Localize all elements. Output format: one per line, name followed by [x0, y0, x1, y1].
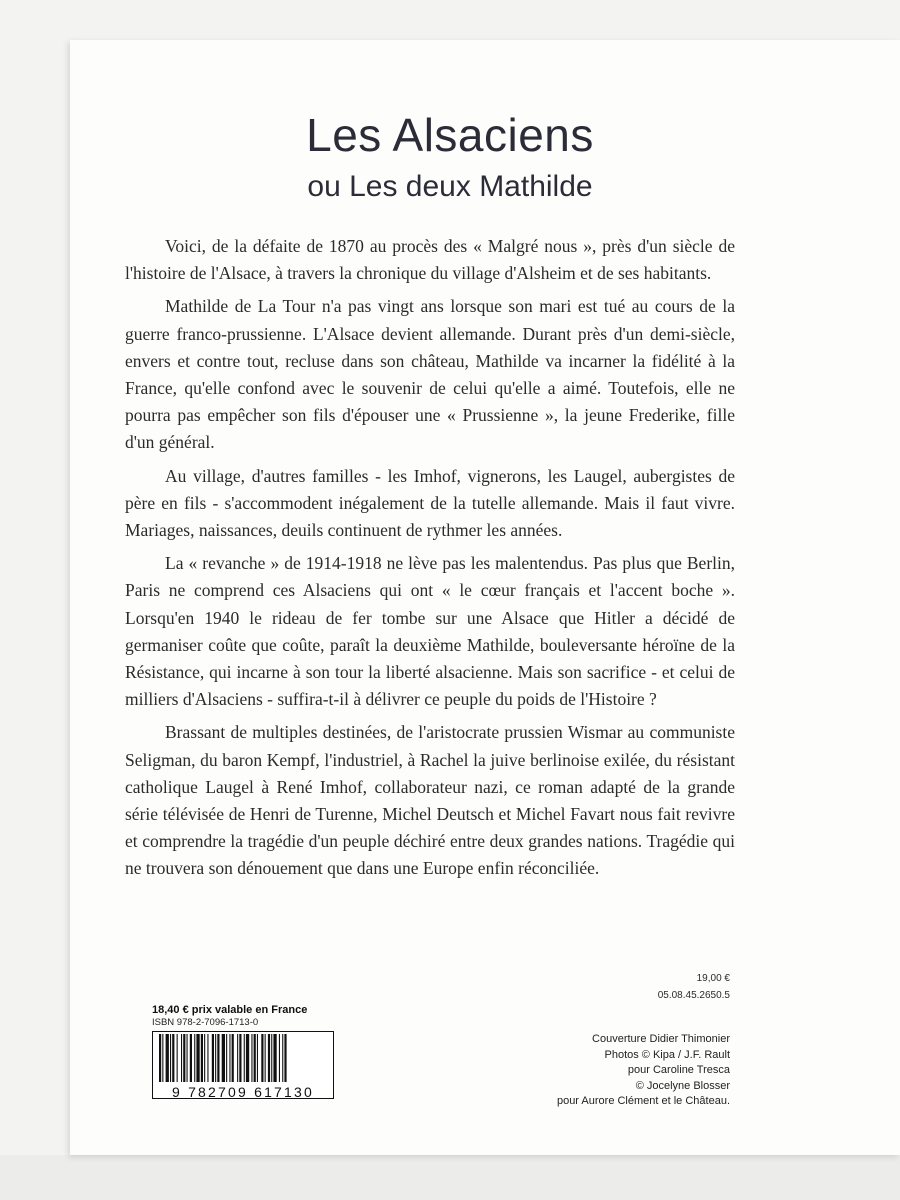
blurb-paragraph: Brassant de multiples destinées, de l'aristocrate prussien Wismar au communiste Seligman, du baron Kempf, l'industriel, à Rachel la juive berlinoise exilée, du résistant catholique Laugel à René Imhof, collaborateur nazi, ce roman adapté de la grande série télévisée de Henri de Turenne, Michel Deutsch et Michel Favart nous fait revivre et comprendre la tragédie d'un peuple déchiré entre deux grandes nations. Tragédie qui ne trouvera son dénouement que dans une Europe enfin réconciliée. — [125, 722, 735, 879]
barcode-frame — [152, 1031, 334, 1099]
blurb-text — [125, 233, 735, 889]
blurb-paragraph: Voici, de la défaite de 1870 au procès des « Malgré nous », près d'un siècle de l'histoire de l'Alsace, à travers la chronique du village d'Alsheim et de ses habitants. — [125, 236, 735, 284]
isbn-number: ISBN 978-2-7096-1713-0 — [152, 1017, 259, 1028]
barcode-digits: 9 782709 617130 — [172, 1084, 314, 1100]
price-euro: 19,00 € — [696, 973, 730, 984]
credit-line: Couverture Didier Thimonier — [592, 1033, 730, 1045]
barcode-icon — [157, 1034, 329, 1082]
blurb-paragraph: Mathilde de La Tour n'a pas vingt ans lorsque son mari est tué au cours de la guerre franco-prussienne. L'Alsace devient allemande. Durant près d'un demi-siècle, envers et contre tout, recluse dans son château, Mathilde va incarner la fidélité à la France, qu'elle confond avec le souvenir de celui qu'elle a aimé. Toutefois, elle ne pourra pas empêcher son fils d'épouser une « Prussienne », la jeune Frederike, fille d'un général. — [125, 296, 735, 453]
blurb-paragraph: La « revanche » de 1914-1918 ne lève pas les malentendus. Pas plus que Berlin, Paris ne comprend ces Alsaciens qui ont « le cœur français et l'accent boche ». Lorsqu'en 1940 le rideau de fer tombe sur une Alsace que Hitler a décidé de germaniser coûte que coûte, paraît la deuxième Mathilde, bouleversante héroïne de la Résistance, qui incarne à son tour la liberté alsacienne. Mais son sacrifice - et celui de milliers d'Alsaciens - suffira-t-il à délivrer ce peuple du poids de l'Histoire ? — [125, 553, 735, 710]
book-subtitle: ou Les deux Mathilde — [307, 170, 593, 203]
barcode-label — [152, 1003, 337, 1099]
book-title: Les Alsaciens — [306, 109, 594, 161]
price-code: 05.08.45.2650.5 — [657, 990, 730, 1001]
cover-credits — [490, 1032, 730, 1110]
background-surface — [0, 1155, 900, 1200]
credit-line: © Jocelyne Blosser — [635, 1079, 730, 1092]
price-block — [580, 970, 730, 1004]
barcode-price: 18,40 € prix valable en France — [152, 1004, 308, 1016]
credit-line: pour Aurore Clément et le Château. — [556, 1095, 730, 1107]
blurb-paragraph: Au village, d'autres familles - les Imhof, vignerons, les Laugel, aubergistes de père en fils - s'accommodent inégalement de la tutelle allemande. Mais il faut vivre. Mariages, naissances, deuils continuent de rythmer les années. — [125, 465, 735, 541]
credit-line: pour Caroline Tresca — [627, 1064, 730, 1076]
credit-line: Photos © Kipa / J.F. Rault — [604, 1048, 730, 1061]
